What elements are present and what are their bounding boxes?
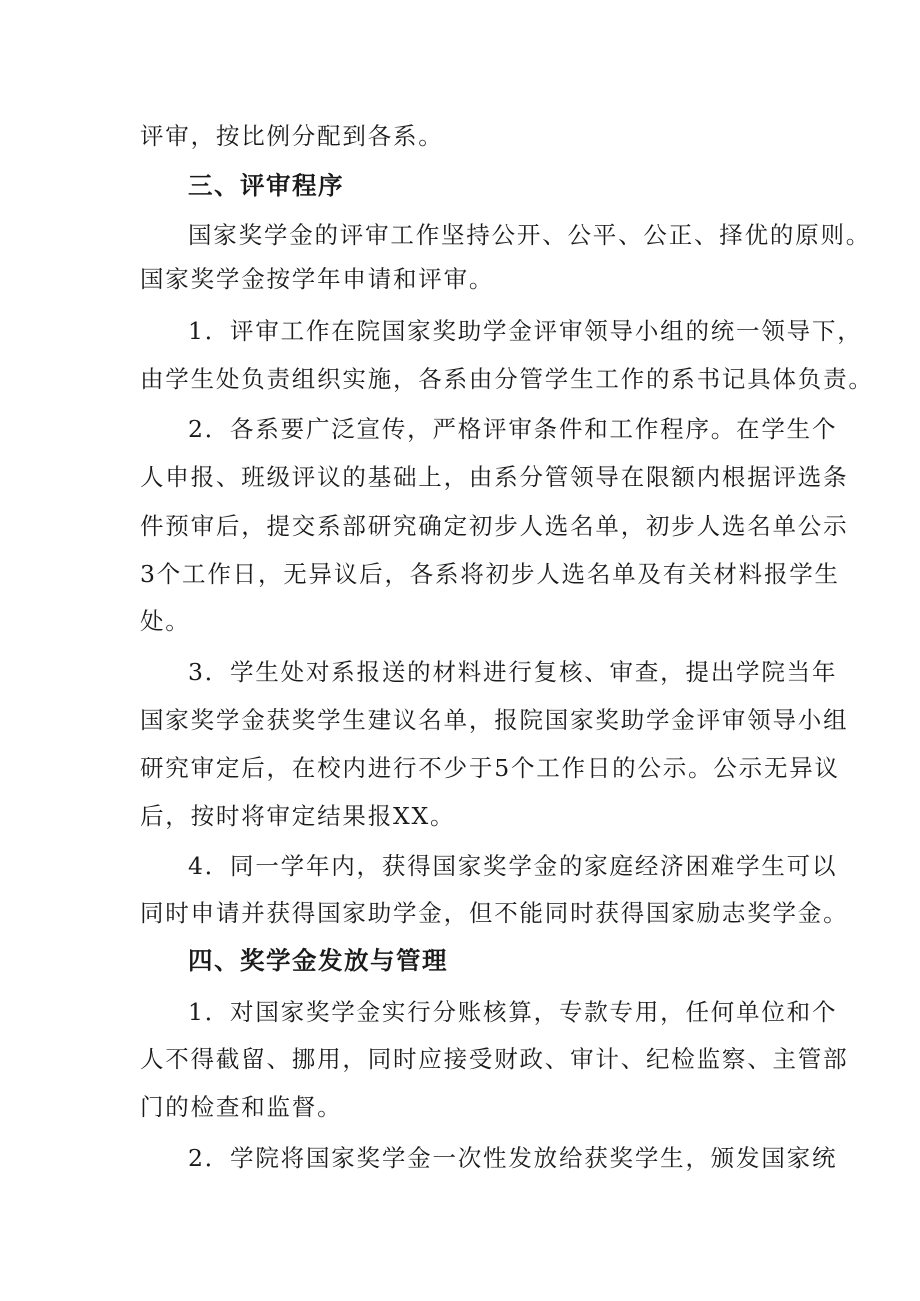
item-1-line-2: 由学生处负责组织实施，各系由分管学生工作的系书记具体负责。 xyxy=(140,365,874,393)
section-heading-4: 四、奖学金发放与管理 xyxy=(188,946,448,975)
item-4-line-2: 同时申请并获得国家助学金，但不能同时获得国家励志奖学金。 xyxy=(140,899,849,927)
mgmt-item-1-line-2: 人不得截留、挪用，同时应接受财政、审计、纪检监察、主管部 xyxy=(140,1045,849,1073)
section-heading-3: 三、评审程序 xyxy=(188,171,344,200)
item-2-line-1: 2．各系要广泛宣传，严格评审条件和工作程序。在学生个 xyxy=(188,415,838,443)
body-line-1: 评审，按比例分配到各系。 xyxy=(140,122,444,150)
item-3-line-4: 后，按时将审定结果报XX。 xyxy=(140,802,456,830)
mgmt-item-1-line-3: 门的检查和监督。 xyxy=(140,1093,343,1121)
paragraph-principle-line-2: 国家奖学金按学年申请和评审。 xyxy=(140,265,495,293)
item-3-line-1: 3．学生处对系报送的材料进行复核、审查，提出学院当年 xyxy=(188,658,838,686)
item-2-line-2: 人申报、班级评议的基础上，由系分管领导在限额内根据评选条 xyxy=(140,463,849,491)
mgmt-item-1-line-1: 1．对国家奖学金实行分账核算，专款专用，任何单位和个 xyxy=(188,998,838,1026)
item-3-line-2: 国家奖学金获奖学生建议名单，报院国家奖助学金评审领导小组 xyxy=(140,706,849,734)
item-4-line-1: 4．同一学年内，获得国家奖学金的家庭经济困难学生可以 xyxy=(188,852,838,880)
item-1-line-1: 1．评审工作在院国家奖助学金评审领导小组的统一领导下， xyxy=(188,317,863,345)
item-3-line-3: 研究审定后，在校内进行不少于5个工作日的公示。公示无异议 xyxy=(140,754,840,782)
item-2-line-5: 处。 xyxy=(140,607,191,635)
item-2-line-3: 件预审后，提交系部研究确定初步人选名单，初步人选名单公示 xyxy=(140,512,849,540)
mgmt-item-2-line-1: 2．学院将国家奖学金一次性发放给获奖学生，颁发国家统 xyxy=(188,1144,838,1172)
item-2-line-4: 3个工作日，无异议后，各系将初步人选名单及有关材料报学生 xyxy=(140,560,840,588)
paragraph-principle-line-1: 国家奖学金的评审工作坚持公开、公平、公正、择优的原则。 xyxy=(188,221,872,249)
